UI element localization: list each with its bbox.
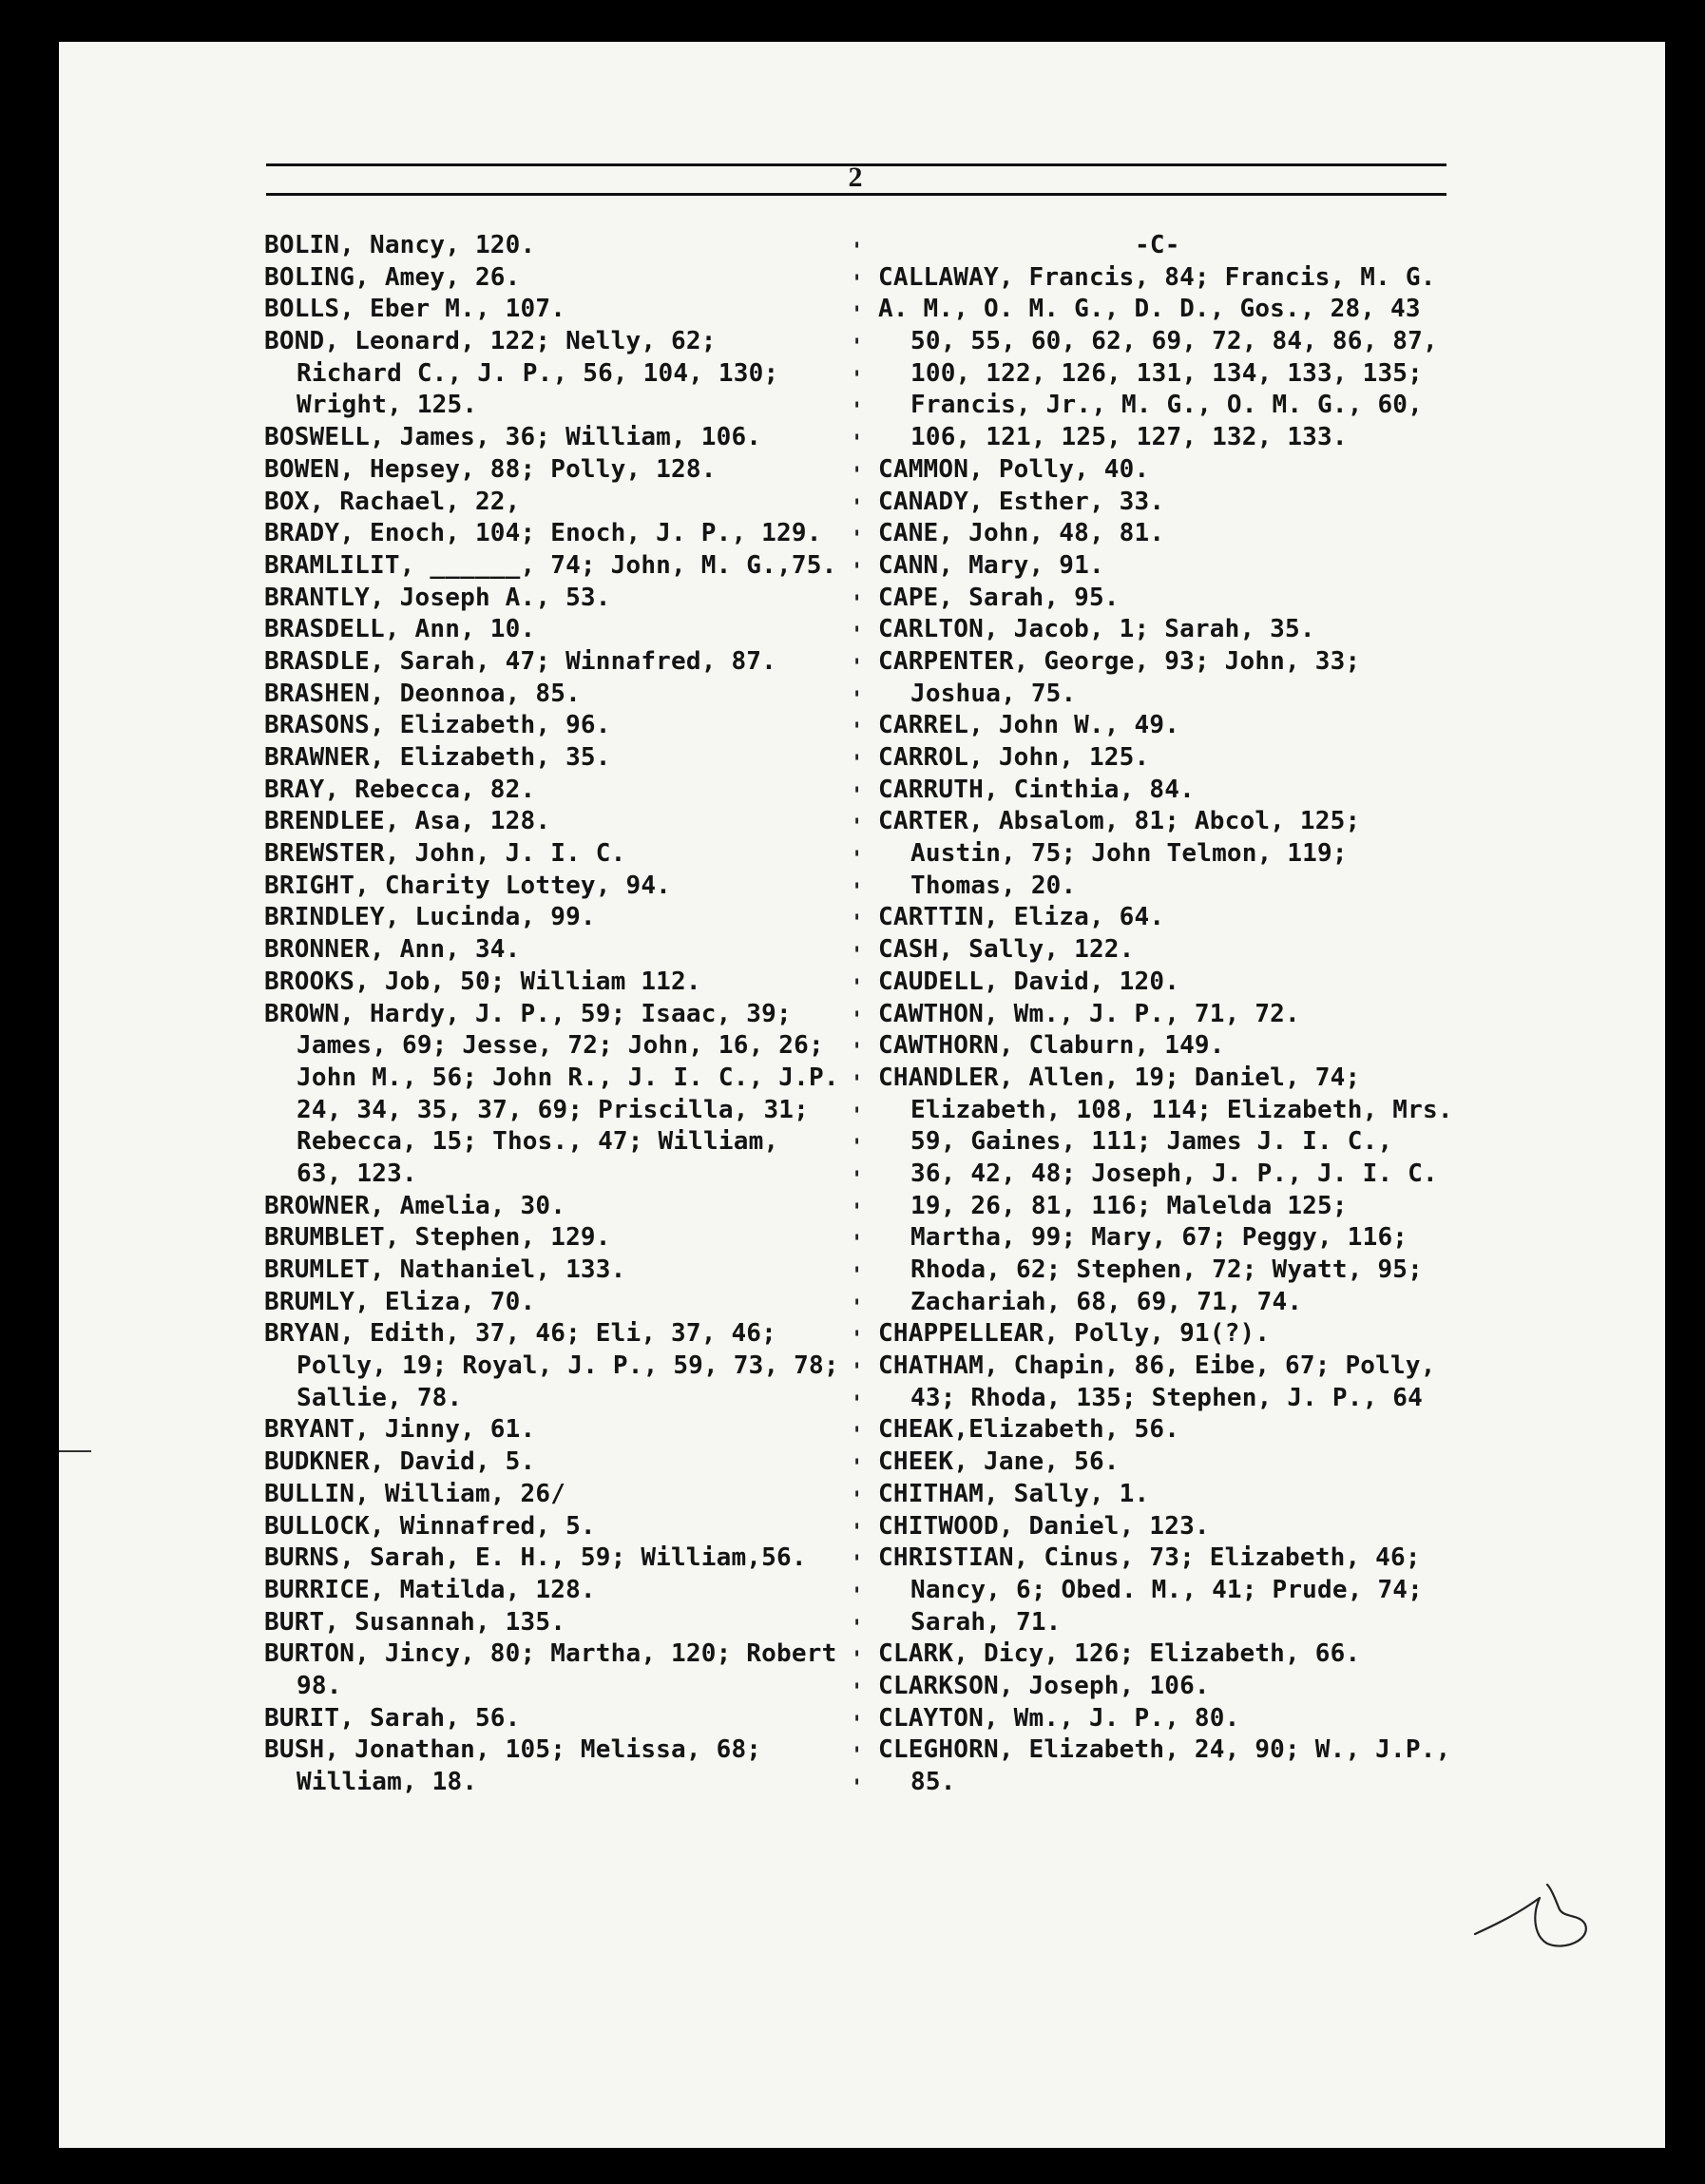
index-entry: BOWEN, Hepsey, 88; Polly, 128. <box>264 454 717 484</box>
separator-tick: ' <box>851 752 864 776</box>
index-entry-continuation: 100, 122, 126, 131, 134, 133, 135; <box>910 358 1424 388</box>
margin-mark <box>59 1450 91 1452</box>
index-entry: CARROL, John, 125. <box>878 743 1150 772</box>
index-entry: BROWN, Hardy, J. P., 59; Isaac, 39; <box>264 999 792 1028</box>
index-entry: BRENDLEE, Asa, 128. <box>264 807 551 836</box>
index-entry: BOLING, Amey, 26. <box>264 262 521 292</box>
index-entry-continuation: Rhoda, 62; Stephen, 72; Wyatt, 95; <box>910 1255 1424 1284</box>
index-entry-continuation: Joshua, 75. <box>910 679 1077 708</box>
index-entry: CANN, Mary, 91. <box>878 550 1104 580</box>
separator-tick: ' <box>851 591 864 616</box>
separator-tick: ' <box>851 848 864 872</box>
separator-tick: ' <box>851 1648 864 1673</box>
index-entry: BURT, Susannah, 135. <box>264 1607 566 1637</box>
index-entry-continuation: Elizabeth, 108, 114; Elizabeth, Mrs. <box>910 1095 1453 1124</box>
index-entry: BRIGHT, Charity Lottey, 94. <box>264 871 672 900</box>
separator-tick: ' <box>851 303 864 328</box>
separator-tick: ' <box>851 1776 864 1800</box>
index-entry: CAUDELL, David, 120. <box>878 967 1180 996</box>
separator-tick: ' <box>851 367 864 392</box>
index-entry: BRAWNER, Elizabeth, 35. <box>264 743 611 772</box>
separator-tick: ' <box>851 1071 864 1096</box>
index-entry-continuation: Polly, 19; Royal, J. P., 59, 73, 78; <box>297 1351 839 1381</box>
separator-tick: ' <box>851 1552 864 1577</box>
separator-tick: ' <box>851 1040 864 1064</box>
index-entry: CHANDLER, Allen, 19; Daniel, 74; <box>878 1063 1361 1092</box>
index-entry: CHITWOOD, Daniel, 123. <box>878 1511 1210 1541</box>
separator-tick: ' <box>851 655 864 680</box>
index-entry-continuation: 43; Rhoda, 135; Stephen, J. P., 64 <box>910 1383 1424 1412</box>
index-entry: CHEEK, Jane, 56. <box>878 1447 1120 1477</box>
index-entry: CHITHAM, Sally, 1. <box>878 1479 1150 1508</box>
index-entry-continuation: William, 18. <box>297 1768 478 1796</box>
separator-tick: ' <box>851 879 864 904</box>
index-entry-continuation: 24, 34, 35, 37, 69; Priscilla, 31; <box>297 1095 810 1124</box>
index-entry: BURTON, Jincy, 80; Martha, 120; Robert <box>264 1639 837 1669</box>
index-entry-continuation: Sallie, 78. <box>297 1383 463 1412</box>
separator-tick: ' <box>851 1583 864 1608</box>
index-entry-continuation: James, 69; Jesse, 72; John, 16, 26; <box>297 1031 824 1061</box>
index-entry-continuation: Wright, 125. <box>297 391 478 420</box>
index-entry-continuation: Martha, 99; Mary, 67; Peggy, 116; <box>910 1223 1408 1253</box>
separator-tick: ' <box>851 719 864 744</box>
index-entry: CAMMON, Polly, 40. <box>878 454 1150 484</box>
index-entry: BULLIN, William, 26/ <box>264 1479 566 1508</box>
separator-tick: ' <box>851 1103 864 1128</box>
separator-tick: ' <box>851 527 864 552</box>
pencil-scribble <box>1471 1877 1595 1953</box>
separator-tick: ' <box>851 783 864 808</box>
index-entry: CLARK, Dicy, 126; Elizabeth, 66. <box>878 1639 1361 1669</box>
separator-tick: ' <box>851 944 864 968</box>
separator-tick: ' <box>851 911 864 936</box>
separator-tick: ' <box>851 399 864 424</box>
separator-tick: ' <box>851 975 864 1000</box>
separator-tick: ' <box>851 463 864 488</box>
index-entry: BURIT, Sarah, 56. <box>264 1703 521 1733</box>
separator-tick: ' <box>851 271 864 296</box>
index-entry: CLEGHORN, Elizabeth, 24, 90; W., J.P., <box>878 1735 1451 1765</box>
index-entry: BOX, Rachael, 22, <box>264 487 521 516</box>
index-entry-continuation: 50, 55, 60, 62, 69, 72, 84, 86, 87, <box>910 327 1438 356</box>
index-entry-continuation: Austin, 75; John Telmon, 119; <box>910 839 1348 869</box>
index-entry: CHATHAM, Chapin, 86, Eibe, 67; Polly, <box>878 1351 1436 1381</box>
separator-tick: ' <box>851 1456 864 1481</box>
separator-tick: ' <box>851 1328 864 1352</box>
index-entry: BUSH, Jonathan, 105; Melissa, 68; <box>264 1735 762 1765</box>
separator-tick: ' <box>851 1424 864 1448</box>
index-entry: BREWSTER, John, J. I. C. <box>264 839 626 869</box>
separator-tick: ' <box>851 1136 864 1160</box>
index-column-right <box>878 230 1467 1799</box>
separator-tick: ' <box>851 623 864 648</box>
separator-tick: ' <box>851 1232 864 1256</box>
index-entry: CANE, John, 48, 81. <box>878 519 1165 548</box>
index-entry-continuation: Sarah, 71. <box>910 1607 1062 1637</box>
index-entry: CARPENTER, George, 93; John, 33; <box>878 646 1361 676</box>
index-entry: CARTTIN, Eliza, 64. <box>878 903 1165 932</box>
index-entry-continuation: 85. <box>910 1768 956 1796</box>
separator-tick: ' <box>851 1199 864 1224</box>
separator-tick: ' <box>851 1712 864 1736</box>
index-entry: CARRUTH, Cinthia, 84. <box>878 775 1195 804</box>
index-entry: BUDKNER, David, 5. <box>264 1447 536 1477</box>
index-entry: CARREL, John W., 49. <box>878 711 1180 740</box>
index-entry: BRYANT, Jinny, 61. <box>264 1415 536 1445</box>
separator-tick: ' <box>851 1360 864 1385</box>
index-entry-continuation: 63, 123. <box>297 1159 417 1188</box>
index-entry: CAPE, Sarah, 95. <box>878 583 1120 612</box>
index-entry: A. M., O. M. G., D. D., Gos., 28, 43 <box>878 295 1421 324</box>
index-entry: CARLTON, Jacob, 1; Sarah, 35. <box>878 615 1315 644</box>
index-entry: BURNS, Sarah, E. H., 59; William,56. <box>264 1543 807 1573</box>
index-entry-continuation: John M., 56; John R., J. I. C., J.P. <box>297 1063 839 1092</box>
index-entry: BRASONS, Elizabeth, 96. <box>264 711 611 740</box>
separator-tick: ' <box>851 559 864 584</box>
index-entry: BOLLS, Eber M., 107. <box>264 295 566 324</box>
index-entry: CALLAWAY, Francis, 84; Francis, M. G. <box>878 262 1436 292</box>
index-entry-continuation: 106, 121, 125, 127, 132, 133. <box>910 423 1348 452</box>
index-entry: CLAYTON, Wm., J. P., 80. <box>878 1703 1240 1733</box>
index-entry-continuation: 19, 26, 81, 116; Malelda 125; <box>910 1191 1348 1220</box>
index-entry: BRUMLY, Eliza, 70. <box>264 1287 536 1316</box>
index-entry: BRANTLY, Joseph A., 53. <box>264 583 611 612</box>
index-entry: BRINDLEY, Lucinda, 99. <box>264 903 596 932</box>
header-rule-bottom <box>266 193 1446 196</box>
column-separator <box>851 236 864 1813</box>
index-entry: CHAPPELLEAR, Polly, 91(?). <box>878 1319 1271 1349</box>
index-entry: BROOKS, Job, 50; William 112. <box>264 967 701 996</box>
separator-tick: ' <box>851 1295 864 1320</box>
separator-tick: ' <box>851 239 864 263</box>
separator-tick: ' <box>851 815 864 840</box>
index-entry-continuation: Zachariah, 68, 69, 71, 74. <box>910 1287 1303 1316</box>
index-entry: BOLIN, Nancy, 120. <box>264 231 536 259</box>
index-entry: CLARKSON, Joseph, 106. <box>878 1671 1210 1700</box>
separator-tick: ' <box>851 495 864 520</box>
index-entry: BOSWELL, James, 36; William, 106. <box>264 423 762 452</box>
separator-tick: ' <box>851 1391 864 1416</box>
page-number: 2 <box>848 162 863 193</box>
index-entry: BURRICE, Matilda, 128. <box>264 1575 596 1604</box>
index-entry: CAWTHORN, Claburn, 149. <box>878 1031 1225 1061</box>
separator-tick: ' <box>851 687 864 712</box>
index-column-left <box>264 230 863 1799</box>
index-entry: CASH, Sally, 122. <box>878 935 1135 965</box>
separator-tick: ' <box>851 1007 864 1032</box>
separator-tick: ' <box>851 335 864 360</box>
index-entry: CAWTHON, Wm., J. P., 71, 72. <box>878 999 1300 1028</box>
index-entry-continuation: 59, Gaines, 111; James J. I. C., <box>910 1127 1393 1157</box>
index-entry: BOND, Leonard, 122; Nelly, 62; <box>264 327 717 356</box>
index-entry: BRONNER, Ann, 34. <box>264 935 521 965</box>
index-entry: BRUMBLET, Stephen, 129. <box>264 1223 611 1253</box>
separator-tick: ' <box>851 1520 864 1544</box>
index-entry-continuation: 36, 42, 48; Joseph, J. P., J. I. C. <box>910 1159 1438 1188</box>
index-entry-continuation: Richard C., J. P., 56, 104, 130; <box>297 358 779 388</box>
index-entry: BRASHEN, Deonnoa, 85. <box>264 679 581 708</box>
separator-tick: ' <box>851 1487 864 1512</box>
index-entry: BULLOCK, Winnafred, 5. <box>264 1511 596 1541</box>
index-entry: CARTER, Absalom, 81; Abcol, 125; <box>878 807 1361 836</box>
separator-tick: ' <box>851 431 864 456</box>
index-entry-continuation: Nancy, 6; Obed. M., 41; Prude, 74; <box>910 1575 1424 1604</box>
separator-tick: ' <box>851 1167 864 1192</box>
index-entry-continuation: Francis, Jr., M. G., O. M. G., 60, <box>910 391 1424 420</box>
index-entry: CANADY, Esther, 33. <box>878 487 1165 516</box>
index-entry: BROWNER, Amelia, 30. <box>264 1191 566 1220</box>
index-entry: CHEAK,Elizabeth, 56. <box>878 1415 1180 1445</box>
separator-tick: ' <box>851 1679 864 1704</box>
index-entry: BRAY, Rebecca, 82. <box>264 775 536 804</box>
index-entry: BRASDELL, Ann, 10. <box>264 615 536 644</box>
section-heading: -C- <box>1135 231 1180 259</box>
index-entry: BRAMLILIT, ______, 74; John, M. G.,75. <box>264 550 837 580</box>
separator-tick: ' <box>851 1264 864 1288</box>
index-entry-continuation: 98. <box>297 1671 342 1700</box>
index-entry-continuation: Rebecca, 15; Thos., 47; William, <box>297 1127 779 1157</box>
index-entry: CHRISTIAN, Cinus, 73; Elizabeth, 46; <box>878 1543 1421 1573</box>
index-entry-continuation: Thomas, 20. <box>910 871 1077 900</box>
index-entry: BRADY, Enoch, 104; Enoch, J. P., 129. <box>264 519 822 548</box>
index-entry: BRASDLE, Sarah, 47; Winnafred, 87. <box>264 646 777 676</box>
separator-tick: ' <box>851 1616 864 1640</box>
index-entry: BRYAN, Edith, 37, 46; Eli, 37, 46; <box>264 1319 777 1349</box>
index-entry: BRUMLET, Nathaniel, 133. <box>264 1255 626 1284</box>
separator-tick: ' <box>851 1744 864 1769</box>
